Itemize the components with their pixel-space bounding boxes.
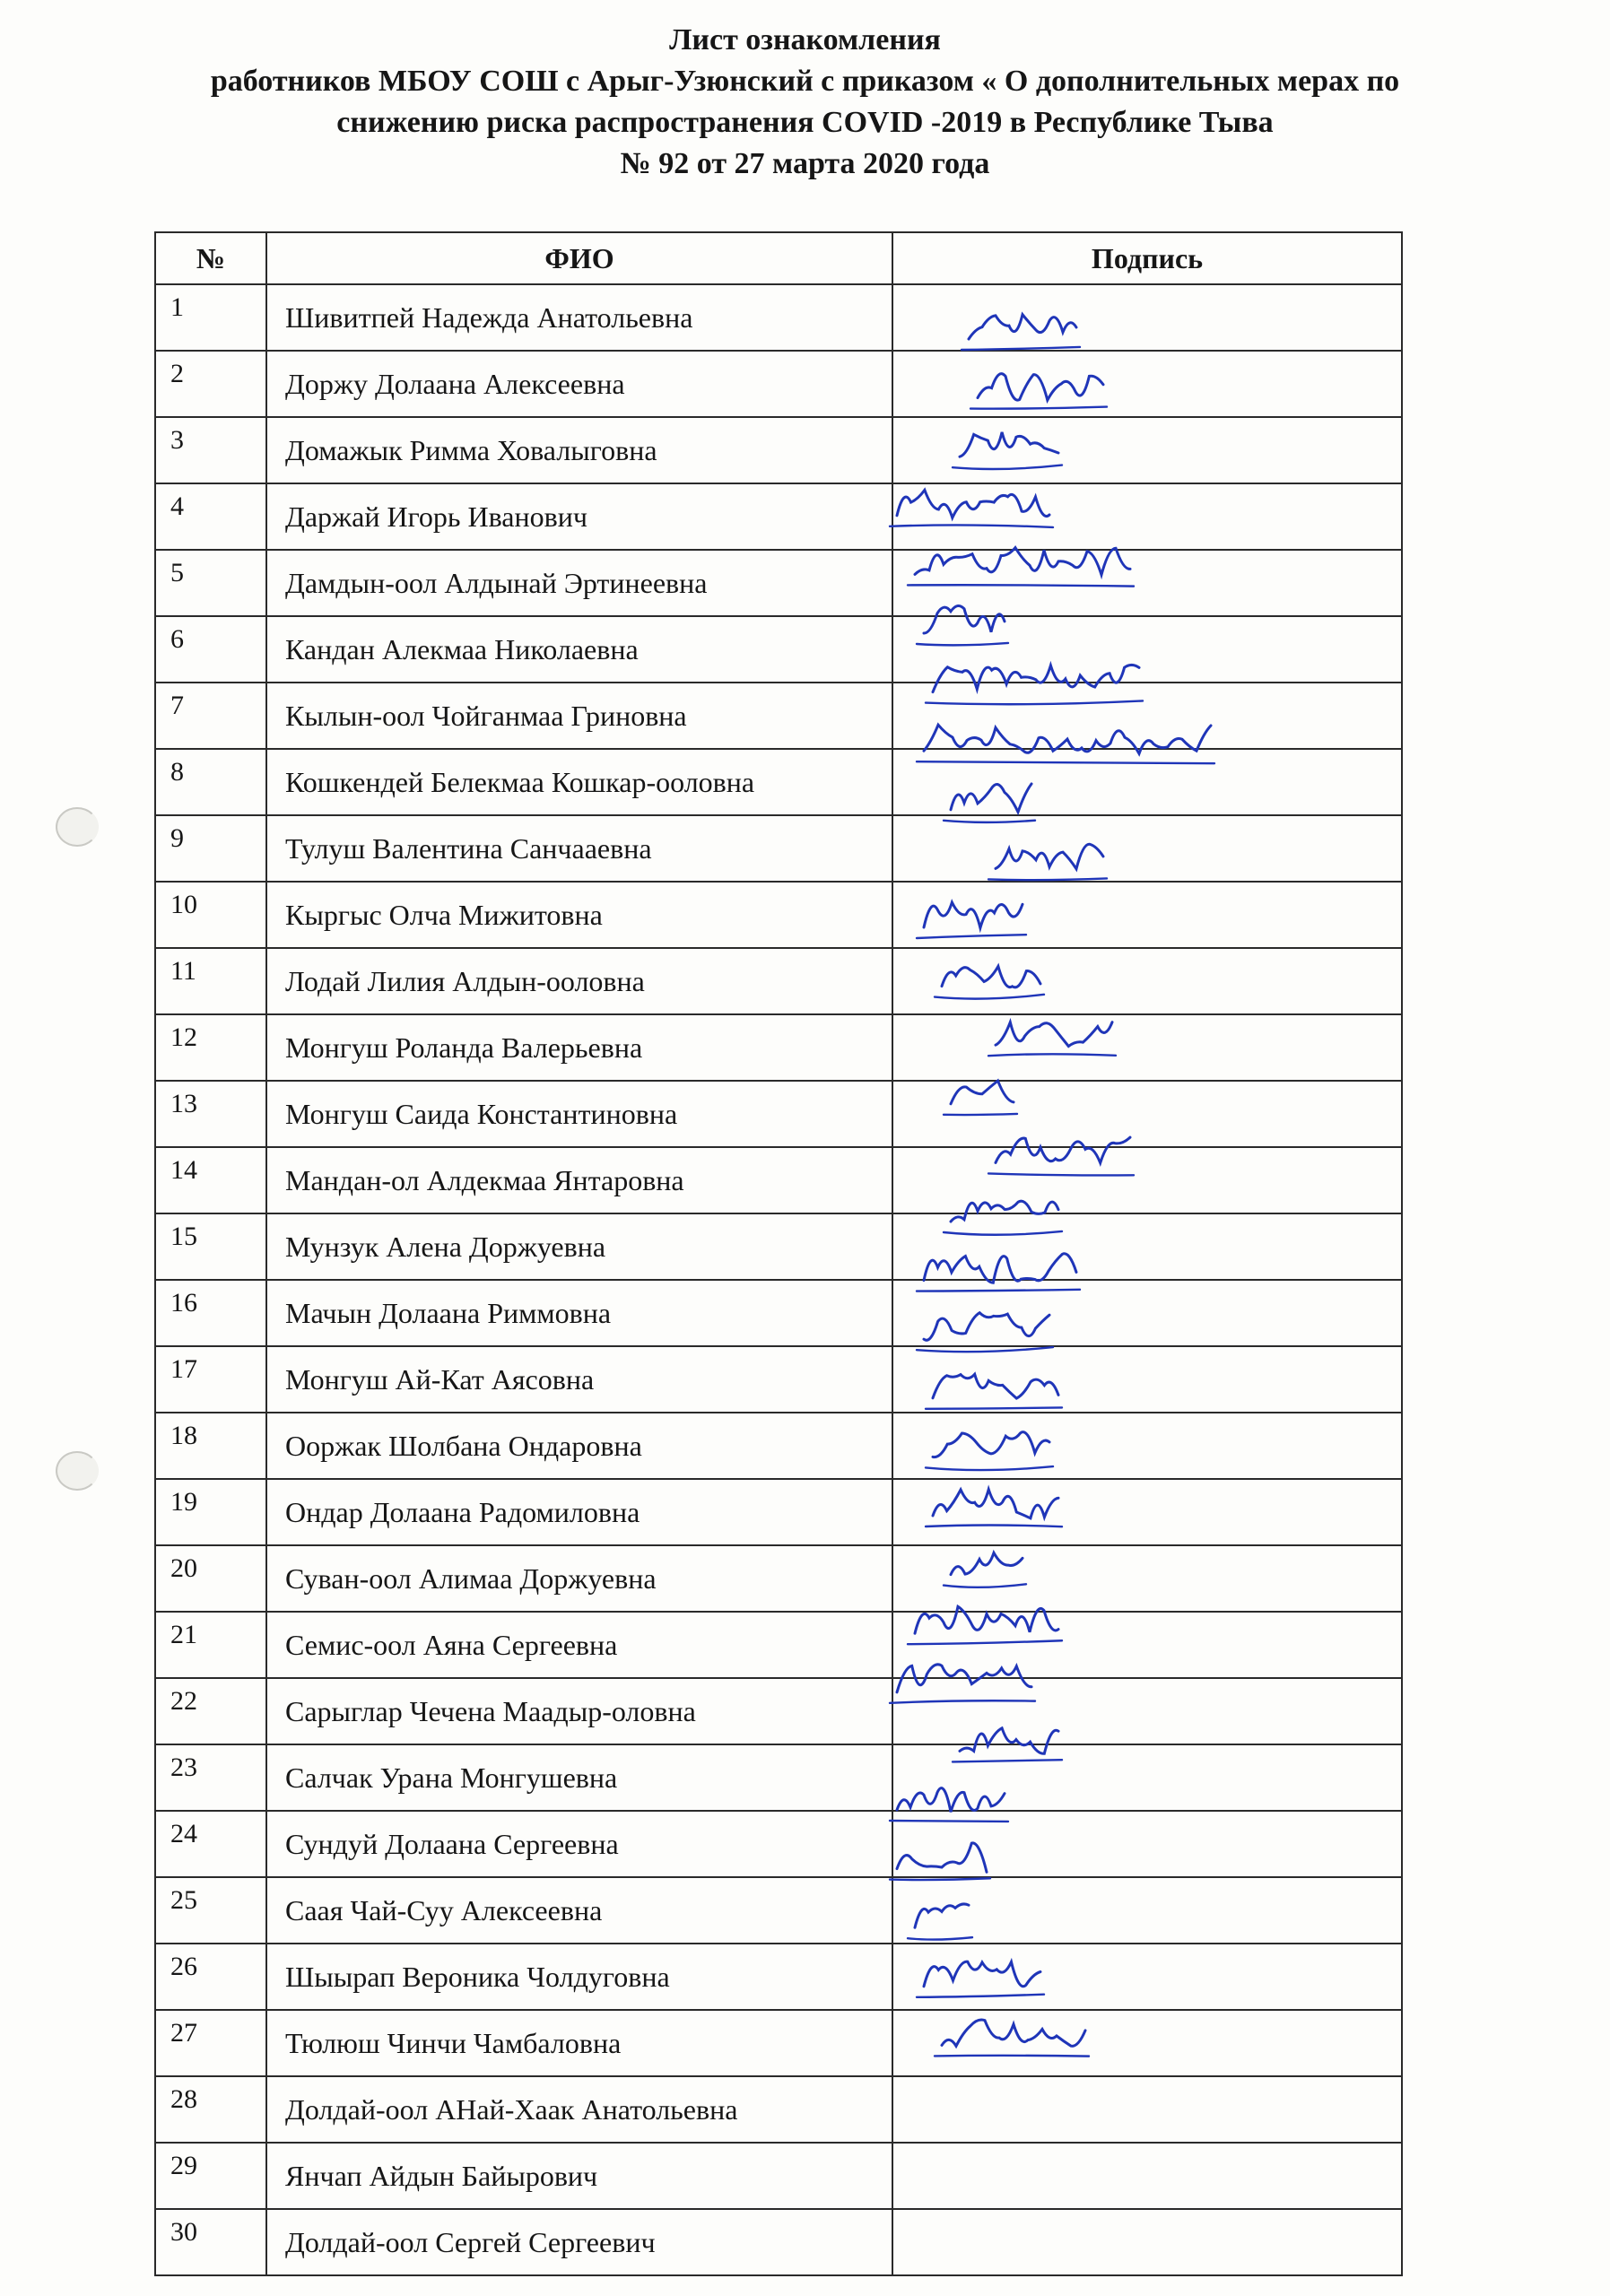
row-full-name: Мунзук Алена Доржуевна: [266, 1213, 892, 1280]
document-header: [0, 20, 1610, 185]
row-full-name: Сарыглар Чечена Маадыр-оловна: [266, 1678, 892, 1744]
row-signature-cell: [892, 1744, 1402, 1811]
row-number: 12: [155, 1014, 266, 1081]
row-number: 24: [155, 1811, 266, 1877]
row-signature-cell: [892, 882, 1402, 948]
table-row: [155, 1944, 1402, 2010]
table-row: [155, 1744, 1402, 1811]
row-signature-cell: [892, 1479, 1402, 1545]
row-full-name: Долдай-оол Сергей Сергеевич: [266, 2209, 892, 2275]
row-full-name: Долдай-оол АНай-Хаак Анатольевна: [266, 2076, 892, 2143]
row-number: 29: [155, 2143, 266, 2209]
row-full-name: Суван-оол Алимаа Доржуевна: [266, 1545, 892, 1612]
row-signature-cell: [892, 1545, 1402, 1612]
row-full-name: Янчап Айдын Байырович: [266, 2143, 892, 2209]
row-full-name: Монгуш Саида Константиновна: [266, 1081, 892, 1147]
row-signature-cell: [892, 1081, 1402, 1147]
row-full-name: Кандан Алекмаа Николаевна: [266, 616, 892, 683]
row-signature-cell: [892, 351, 1402, 417]
punch-hole-top: [56, 807, 99, 847]
table-row: [155, 2209, 1402, 2275]
table-row: [155, 948, 1402, 1014]
row-signature-cell: [892, 1944, 1402, 2010]
row-number: 27: [155, 2010, 266, 2076]
table-row: [155, 284, 1402, 351]
header-subtitle-line-1: работников МБОУ СОШ с Арыг-Узюнский с приказом « О дополнительных мерах по: [210, 65, 1400, 98]
row-signature-cell: [892, 2076, 1402, 2143]
header-order-number: № 92 от 27 марта 2020 года: [620, 147, 990, 180]
header-full-name: ФИО: [266, 232, 892, 284]
row-number: 30: [155, 2209, 266, 2275]
header-signature: Подпись: [892, 232, 1402, 284]
table-row: [155, 483, 1402, 550]
row-number: 18: [155, 1413, 266, 1479]
row-signature-cell: [892, 1213, 1402, 1280]
row-number: 28: [155, 2076, 266, 2143]
row-signature-cell: [892, 815, 1402, 882]
header-number: №: [155, 232, 266, 284]
table-row: [155, 1678, 1402, 1744]
row-signature-cell: [892, 1877, 1402, 1944]
row-full-name: Тюлюш Чинчи Чамбаловна: [266, 2010, 892, 2076]
table-row: [155, 1811, 1402, 1877]
row-signature-cell: [892, 550, 1402, 616]
row-full-name: Шыырап Вероника Чолдуговна: [266, 1944, 892, 2010]
row-number: 2: [155, 351, 266, 417]
row-number: 16: [155, 1280, 266, 1346]
table-row: [155, 417, 1402, 483]
row-signature-cell: [892, 1280, 1402, 1346]
table-row: [155, 1545, 1402, 1612]
row-number: 4: [155, 483, 266, 550]
row-signature-cell: [892, 1346, 1402, 1413]
acquaintance-table: [154, 231, 1403, 2276]
row-number: 26: [155, 1944, 266, 2010]
row-signature-cell: [892, 1014, 1402, 1081]
row-full-name: Кылын-оол Чойганмаа Гриновна: [266, 683, 892, 749]
row-full-name: Мачын Долаана Риммовна: [266, 1280, 892, 1346]
table-row: [155, 1147, 1402, 1213]
table-row: [155, 1346, 1402, 1413]
row-signature-cell: [892, 1413, 1402, 1479]
row-full-name: Кыргыс Олча Мижитовна: [266, 882, 892, 948]
table-row: [155, 2010, 1402, 2076]
table-row: [155, 1877, 1402, 1944]
table-row: [155, 683, 1402, 749]
row-full-name: Доржу Долаана Алексеевна: [266, 351, 892, 417]
row-full-name: Мандан-ол Алдекмаа Янтаровна: [266, 1147, 892, 1213]
row-full-name: Даржай Игорь Иванович: [266, 483, 892, 550]
row-signature-cell: [892, 2143, 1402, 2209]
table-header-row: [155, 232, 1402, 284]
row-full-name: Дамдын-оол Алдынай Эртинеевна: [266, 550, 892, 616]
row-full-name: Монгуш Ай-Кат Аясовна: [266, 1346, 892, 1413]
row-number: 5: [155, 550, 266, 616]
table-row: [155, 1014, 1402, 1081]
row-signature-cell: [892, 2209, 1402, 2275]
row-number: 11: [155, 948, 266, 1014]
table-row: [155, 2076, 1402, 2143]
row-number: 22: [155, 1678, 266, 1744]
row-signature-cell: [892, 1811, 1402, 1877]
row-number: 21: [155, 1612, 266, 1678]
row-number: 6: [155, 616, 266, 683]
row-full-name: Сундуй Долаана Сергеевна: [266, 1811, 892, 1877]
row-full-name: Ооржак Шолбана Ондаровна: [266, 1413, 892, 1479]
row-number: 14: [155, 1147, 266, 1213]
row-signature-cell: [892, 1678, 1402, 1744]
row-signature-cell: [892, 417, 1402, 483]
row-full-name: Салчак Урана Монгушевна: [266, 1744, 892, 1811]
table-row: [155, 1213, 1402, 1280]
row-signature-cell: [892, 749, 1402, 815]
row-number: 23: [155, 1744, 266, 1811]
row-number: 1: [155, 284, 266, 351]
row-number: 19: [155, 1479, 266, 1545]
row-number: 3: [155, 417, 266, 483]
header-title: Лист ознакомления: [669, 23, 941, 57]
punch-hole-bottom: [56, 1451, 99, 1491]
table-row: [155, 351, 1402, 417]
row-signature-cell: [892, 284, 1402, 351]
row-full-name: Монгуш Роланда Валерьевна: [266, 1014, 892, 1081]
row-number: 25: [155, 1877, 266, 1944]
table-row: [155, 616, 1402, 683]
row-number: 20: [155, 1545, 266, 1612]
table-row: [155, 749, 1402, 815]
table-row: [155, 815, 1402, 882]
table-row: [155, 1479, 1402, 1545]
table-row: [155, 1081, 1402, 1147]
row-full-name: Лодай Лилия Алдын-ооловна: [266, 948, 892, 1014]
table-row: [155, 882, 1402, 948]
header-subtitle-line-2: снижению риска распространения COVID -2019 в Республике Тыва: [336, 106, 1274, 139]
row-number: 7: [155, 683, 266, 749]
row-signature-cell: [892, 616, 1402, 683]
table-row: [155, 1612, 1402, 1678]
row-full-name: Тулуш Валентина Санчааевна: [266, 815, 892, 882]
row-number: 17: [155, 1346, 266, 1413]
row-number: 10: [155, 882, 266, 948]
row-number: 9: [155, 815, 266, 882]
row-signature-cell: [892, 1612, 1402, 1678]
row-number: 13: [155, 1081, 266, 1147]
table-row: [155, 1280, 1402, 1346]
table-row: [155, 1413, 1402, 1479]
row-full-name: Саая Чай-Суу Алексеевна: [266, 1877, 892, 1944]
row-number: 15: [155, 1213, 266, 1280]
row-full-name: Домажык Римма Ховалыговна: [266, 417, 892, 483]
table-row: [155, 550, 1402, 616]
row-full-name: Ондар Долаана Радомиловна: [266, 1479, 892, 1545]
row-number: 8: [155, 749, 266, 815]
row-full-name: Семис-оол Аяна Сергеевна: [266, 1612, 892, 1678]
row-signature-cell: [892, 1147, 1402, 1213]
row-signature-cell: [892, 948, 1402, 1014]
row-signature-cell: [892, 683, 1402, 749]
table-row: [155, 2143, 1402, 2209]
row-full-name: Кошкендей Белекмаа Кошкар-ооловна: [266, 749, 892, 815]
row-full-name: Шивитпей Надежда Анатольевна: [266, 284, 892, 351]
row-signature-cell: [892, 483, 1402, 550]
row-signature-cell: [892, 2010, 1402, 2076]
